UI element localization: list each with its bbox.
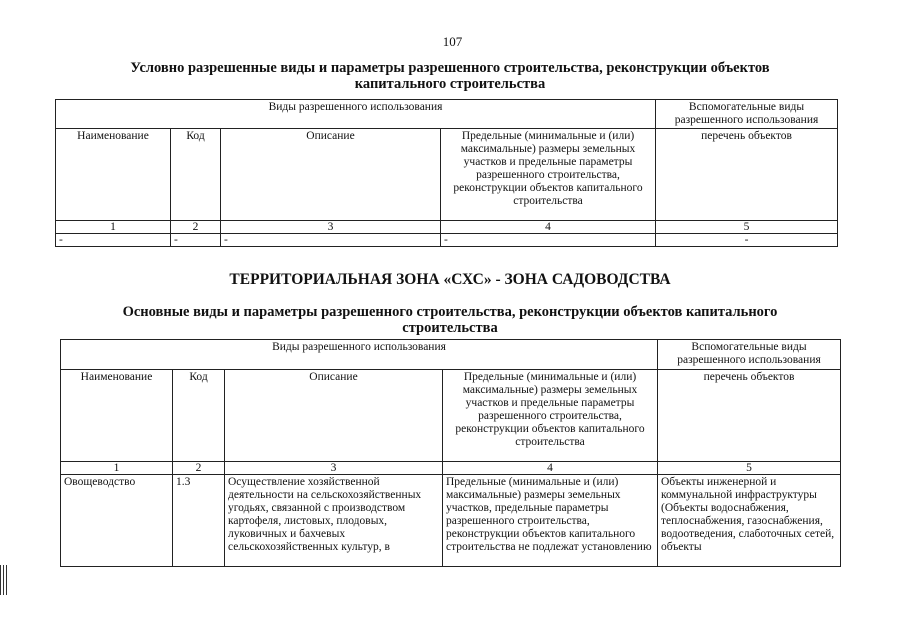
header-code: Код bbox=[173, 370, 225, 462]
scan-edge-mark bbox=[0, 565, 9, 595]
column-number: 5 bbox=[658, 462, 841, 475]
table-row bbox=[56, 234, 838, 247]
header-object-list: перечень объектов bbox=[656, 129, 838, 221]
table-conditional-uses bbox=[55, 99, 838, 247]
header-main-group: Виды разрешенного использования bbox=[61, 340, 658, 370]
cell-code: - bbox=[171, 234, 221, 247]
section2-title-line2: строительства bbox=[402, 320, 498, 336]
header-aux-group: Вспомогательные виды разрешенного использования bbox=[656, 100, 838, 129]
column-number: 4 bbox=[443, 462, 658, 475]
cell-params: - bbox=[441, 234, 656, 247]
table-main-uses bbox=[60, 339, 841, 567]
header-description: Описание bbox=[225, 370, 443, 462]
section2-title bbox=[40, 304, 860, 336]
cell-name: Овощеводство bbox=[61, 475, 173, 567]
column-number: 3 bbox=[221, 221, 441, 234]
header-main-group: Виды разрешенного использования bbox=[56, 100, 656, 129]
zone-title: ТЕРРИТОРИАЛЬНАЯ ЗОНА «СХС» - ЗОНА САДОВОДСТВА bbox=[229, 271, 671, 288]
column-number: 3 bbox=[225, 462, 443, 475]
header-params: Предельные (минимальные и (или) максимальные) размеры земельных участков и предельные параметры разрешенного строительства, реконструкции объектов капитального строительства bbox=[443, 370, 658, 462]
cell-objects: - bbox=[656, 234, 838, 247]
cell-code: 1.3 bbox=[173, 475, 225, 567]
header-object-list: перечень объектов bbox=[658, 370, 841, 462]
header-name: Наименование bbox=[56, 129, 171, 221]
page-number: 107 bbox=[442, 34, 463, 49]
header-description: Описание bbox=[221, 129, 441, 221]
column-number: 2 bbox=[173, 462, 225, 475]
cell-name: - bbox=[56, 234, 171, 247]
cell-description: Осуществление хозяйственной деятельности на сельскохозяйственных угодьях, связанной с производством картофеля, листовых, плодовых, луковичных и бахчевых сельскохозяйственных культур, в bbox=[225, 475, 443, 567]
header-aux-group: Вспомогательные виды разрешенного использования bbox=[658, 340, 841, 370]
header-params: Предельные (минимальные и (или) максимальные) размеры земельных участков и предельные параметры разрешенного строительства, реконструкции объектов капитального строительства bbox=[441, 129, 656, 221]
column-number: 1 bbox=[56, 221, 171, 234]
column-number: 1 bbox=[61, 462, 173, 475]
column-number: 4 bbox=[441, 221, 656, 234]
section2-title-line1: Основные виды и параметры разрешенного строительства, реконструкции объектов капитального bbox=[122, 304, 778, 320]
section1-title bbox=[40, 60, 860, 92]
section1-title-line2: капитального строительства bbox=[354, 76, 546, 92]
header-code: Код bbox=[171, 129, 221, 221]
cell-description: - bbox=[221, 234, 441, 247]
cell-params: Предельные (минимальные и (или) максимальные) размеры земельных участков, предельные параметры разрешенного строительства, реконструкции объектов капитального строительства не подлежат установлению bbox=[443, 475, 658, 567]
column-number: 2 bbox=[171, 221, 221, 234]
table-row bbox=[61, 475, 841, 567]
section1-title-line1: Условно разрешенные виды и параметры разрешенного строительства, реконструкции объектов bbox=[130, 60, 770, 76]
cell-objects: Объекты инженерной и коммунальной инфраструктуры (Объекты водоснабжения, теплоснабжения, газоснабжения, водоотведения, слаботочных сетей, объекты bbox=[658, 475, 841, 567]
header-name: Наименование bbox=[61, 370, 173, 462]
column-number: 5 bbox=[656, 221, 838, 234]
